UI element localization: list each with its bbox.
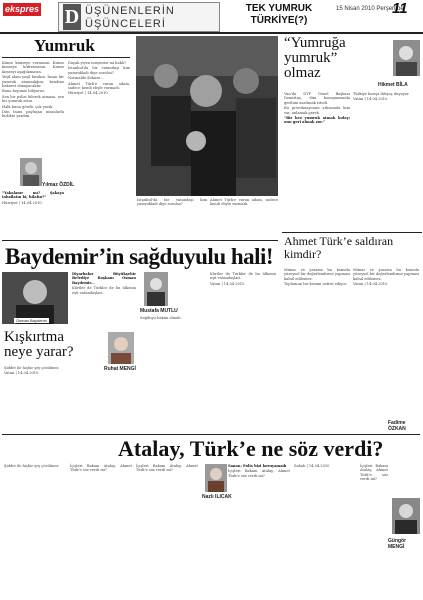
title-line: olmaz <box>284 65 321 81</box>
page-theme-line1: TEK YUMRUK <box>245 3 313 14</box>
author-photo <box>144 272 168 306</box>
subhead: Sanan: Polis bizi koruyamadı <box>228 464 287 468</box>
source-line: Hürriyet | 14.04.2010 <box>68 91 108 96</box>
section-header <box>58 2 220 32</box>
article-body-col4 <box>228 464 290 594</box>
author-photo <box>20 158 42 186</box>
paragraph: Toplumun bir kesimi nefret ediyor. <box>284 282 347 287</box>
brand-logo: ekspres <box>4 4 40 14</box>
source-line: Vatan | 14.04.2010 <box>353 282 388 287</box>
article-yumruk <box>0 36 133 236</box>
article-title <box>284 36 346 81</box>
author-name: Nazlı ILICAK <box>202 494 232 500</box>
pull-quote: “Bir kez yumruk atmak kolay; onu geri almak zor.” <box>284 116 350 125</box>
title-line: yumruk” <box>284 50 338 66</box>
title-line: Kışkırtma <box>4 329 64 345</box>
author-name: Yılmaz ÖZDİL <box>42 182 75 188</box>
paragraph: İçişleri Bakanı Atalay, Ahmet Türk'e söz verdi mi? <box>70 464 132 473</box>
paragraph: Dayak yiyen müşterisi mi haklı? <box>68 61 127 65</box>
article-continuation <box>210 198 278 240</box>
article-title: Yumruk <box>34 36 95 55</box>
page-number: 11 <box>392 0 408 17</box>
article-body-col2 <box>68 61 130 266</box>
crowd-photo-icon <box>136 36 278 196</box>
article-title: Atalay, Türk’e ne söz verdi? <box>118 436 384 461</box>
paragraph: Kürtler de Türkler de bu ülkenin eşit vatandaşları. <box>72 286 136 295</box>
divider <box>2 57 130 58</box>
article-body <box>4 366 100 428</box>
pull-quote: “Yakalanır mı? Şakaya tahsilatın ki, hilafın?” <box>2 191 64 200</box>
issue-date: 15 Nisan 2010 Perşembe <box>336 6 404 12</box>
article-ahmet-turk <box>280 232 423 432</box>
baydemir-photo <box>2 272 68 324</box>
article-body-col2 <box>353 92 419 222</box>
section-title-line1: ÜŞÜNENLERİN <box>85 5 175 17</box>
article-body-col2 <box>140 316 206 422</box>
article-body-col2 <box>70 464 132 594</box>
article-body-col5 <box>294 464 356 594</box>
paragraph: Dün bunu paylaşan insanlarla birlikte yazdım. <box>2 110 64 119</box>
author-photo <box>393 40 420 76</box>
paragraph: İçişleri Bakanı Atalay, Ahmet Türk'e söz verdi mi? <box>360 464 388 482</box>
article-continuation <box>137 198 207 240</box>
author-tag <box>388 420 416 432</box>
side-author-name: Güngör MENGİ <box>388 538 407 550</box>
side-column <box>360 464 388 594</box>
page-theme <box>226 3 332 27</box>
paragraph: Şiddet ile hiçbir şey çözülmez. <box>4 366 60 370</box>
paragraph: İstanbul'da bir vatandaşı kim yumrukladı diye sorulsa? <box>137 198 207 207</box>
article-kiskirtma <box>0 330 136 430</box>
source-line: Vatan | 14.04.2010 <box>4 371 39 376</box>
author-name: Fadime ÖZKAN <box>388 420 406 432</box>
divider <box>282 232 422 233</box>
paragraph: Kimse kimseye vurmasın. Kimse kimseye küfretmesin. Kimse kimseyi aşağılamasın. <box>2 61 64 74</box>
paragraph: Türkiye barışa ihtiyaç duyuyor. <box>353 92 410 96</box>
paragraph: İçişleri Bakanı Atalay, Ahmet Türk'e söz verdi mi? <box>136 464 198 473</box>
article-title <box>4 330 74 360</box>
paragraph: İçişleri Bakanı Atalay, Ahmet Türk'e söz verdi mi? <box>228 469 290 478</box>
portrait-icon <box>393 40 420 76</box>
paragraph: Kürtler de Türkler de bu ülkenin eşit vatandaşları. <box>210 272 276 281</box>
portrait-icon <box>2 272 68 324</box>
paragraph: Normalde dokuzu... <box>68 76 104 81</box>
paragraph: Sağduyu hakim olmalı. <box>140 316 182 320</box>
photo-caption: Osman Baydemir <box>16 318 47 323</box>
paragraph: Şiddet ile hiçbir şey çözülmez. <box>4 464 60 468</box>
title-line: neye yarar? <box>4 344 74 360</box>
article-title: Ahmet Türk’e saldıran kimdir? <box>284 234 394 261</box>
paragraph: Yeşil alanı yeşil bırakın. İnsan bir yumruk atamadığını, kendine hakaret olmayacaktır. <box>2 75 64 89</box>
article-yumruga-yumruk <box>280 36 423 226</box>
divider <box>2 434 420 435</box>
paragraph: Bunu hepimiz biliyoruz. <box>2 89 46 94</box>
article-body <box>284 268 350 418</box>
article-body-col3 <box>210 272 276 422</box>
lead-paragraph: Diyarbakır Büyükşehir Belediye Başkanı Osman Baydemir... <box>72 272 136 285</box>
paragraph: Ahmet Türk'e vuran adam, sadece kendi eliyle vurmadı. <box>68 81 130 91</box>
paragraph: Halk bunu gördü, çok yazık. <box>2 104 54 109</box>
section-letter: D <box>64 6 80 28</box>
page-theme-line2: TÜRKİYE(?) <box>250 15 308 26</box>
portrait-icon <box>392 498 420 534</box>
divider <box>2 240 278 241</box>
author-name: Hikmet BİLA <box>378 82 408 88</box>
article-body-col2 <box>353 268 419 418</box>
article-body <box>2 61 64 156</box>
author-name: Mustafa MUTLU <box>140 308 178 314</box>
source-line: Vatan | 14.04.2010 <box>210 281 245 286</box>
news-photo <box>136 36 278 196</box>
paragraph: Sen bir polisi bilerek atmasa, sen bir yumruk attın. <box>2 94 64 104</box>
paragraph: Mimar ve yazarın bu konuda yüzeysel bir değerlendirme yapması kabul edilemez. <box>284 268 350 281</box>
source-line: Sabah | 14.04.2010 <box>294 464 330 468</box>
section-title <box>85 5 175 31</box>
portrait-icon <box>20 158 42 186</box>
side-author-photo <box>392 498 420 534</box>
article-body <box>4 464 66 594</box>
portrait-icon <box>205 464 227 492</box>
author-photo <box>108 332 134 364</box>
article-body <box>284 92 350 222</box>
paragraph: İstanbul'da bir vatandaşı kim yumrukladı diye sorulsa? <box>68 66 130 75</box>
section-title-line2: ÜŞÜNCELERİ <box>85 18 166 30</box>
portrait-icon <box>108 332 134 364</box>
author-photo <box>205 464 227 492</box>
paragraph: Mimar ve yazarın bu konuda yüzeysel bir değerlendirme yapması kabul edilemez. <box>353 268 419 281</box>
portrait-icon <box>144 272 168 306</box>
article-atalay <box>0 434 423 600</box>
paragraph: Bu provokasyonun arkasında kim var, anlamak gerek. <box>284 106 350 115</box>
author-name: Ruhat MENGİ <box>104 366 136 372</box>
masthead <box>0 0 423 34</box>
title-line: “Yumruğa <box>284 35 346 51</box>
source-line: Hürriyet | 14.04.2010 <box>2 200 42 205</box>
paragraph: Van'da DTP Genel Başkanı Demirtaş, dün konuşmasında gerilimi azaltmak istedi. <box>284 92 350 105</box>
article-title: Baydemir’in sağduyulu hali! <box>5 244 274 269</box>
source-line: Vatan | 14.04.2010 <box>353 97 388 102</box>
article-body-col3 <box>136 464 198 594</box>
paragraph: Ahmet Türk'e vuran adam, sadece kendi eliyle vurmadı. <box>210 198 278 207</box>
